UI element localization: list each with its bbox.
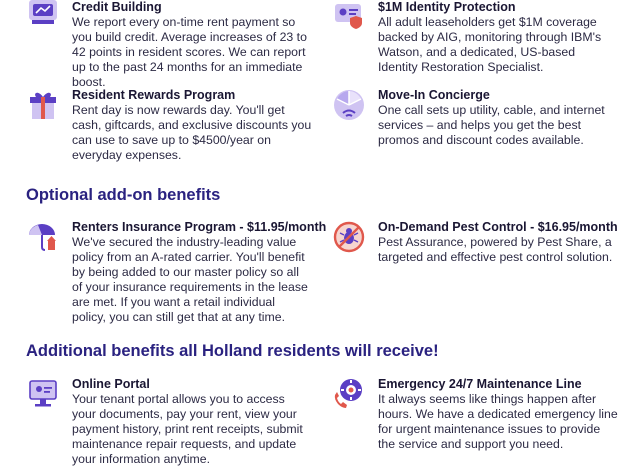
- benefit-description: One call sets up utility, cable, and internet services – and helps you get the best promos and discount codes available.: [378, 103, 605, 147]
- benefit-description: Your tenant portal allows you to access your documents, pay your rent, view your payment history, print rent receipts, submit maintenance repair requests, and update your information anytime.: [72, 392, 303, 466]
- benefit-title: Credit Building: [72, 0, 162, 14]
- benefit-title: Move-In Concierge: [378, 88, 490, 102]
- benefit-title: Emergency 24/7 Maintenance Line: [378, 377, 582, 391]
- benefit-title: Resident Rewards Program: [72, 88, 236, 102]
- benefit-description: Rent day is now rewards day. You'll get cash, giftcards, and exclusive discounts you can use to save up to $4500/year on everyday expenses.: [72, 103, 312, 162]
- move-in-concierge-icon: [332, 88, 366, 122]
- benefit-description: We report every on-time rent payment so you build credit. Average increases of 23 to 42 points in resident scores. We can report up to the past 24 months for an immediate boost.: [72, 15, 307, 89]
- online-portal-icon: [26, 377, 60, 411]
- additional-benefits-heading: Additional benefits all Holland residents will receive!: [26, 342, 439, 360]
- gift-icon: [26, 88, 60, 122]
- credit-building-icon: [26, 0, 60, 34]
- benefit-title: Online Portal: [72, 377, 150, 391]
- benefit-description: All adult leaseholders get $1M coverage backed by AIG, monitoring through IBM's Watson, and a dedicated, US-based Identity Restoration Specialist.: [378, 15, 602, 74]
- insurance-umbrella-icon: [26, 220, 60, 254]
- pest-control-icon: [332, 220, 366, 254]
- addon-description: We've secured the industry-leading value policy from an A-rated carrier. You'll benefit by being added to our master policy so all of your insurance requirements in the lease are met. If you want a retail individual policy, you can still get that at any time.: [72, 235, 308, 324]
- maintenance-line-icon: [332, 377, 366, 411]
- addon-title: On-Demand Pest Control - $16.95/month: [378, 220, 618, 234]
- benefit-title: $1M Identity Protection: [378, 0, 516, 14]
- benefit-description: It always seems like things happen after hours. We have a dedicated emergency line for urgent maintenance issues to provide the service and support you need.: [378, 392, 618, 451]
- addon-title: Renters Insurance Program - $11.95/month: [72, 220, 327, 234]
- optional-benefits-heading: Optional add-on benefits: [26, 186, 221, 204]
- addon-description: Pest Assurance, powered by Pest Share, a targeted and effective pest control solution.: [378, 235, 613, 264]
- identity-protection-icon: [332, 0, 366, 34]
